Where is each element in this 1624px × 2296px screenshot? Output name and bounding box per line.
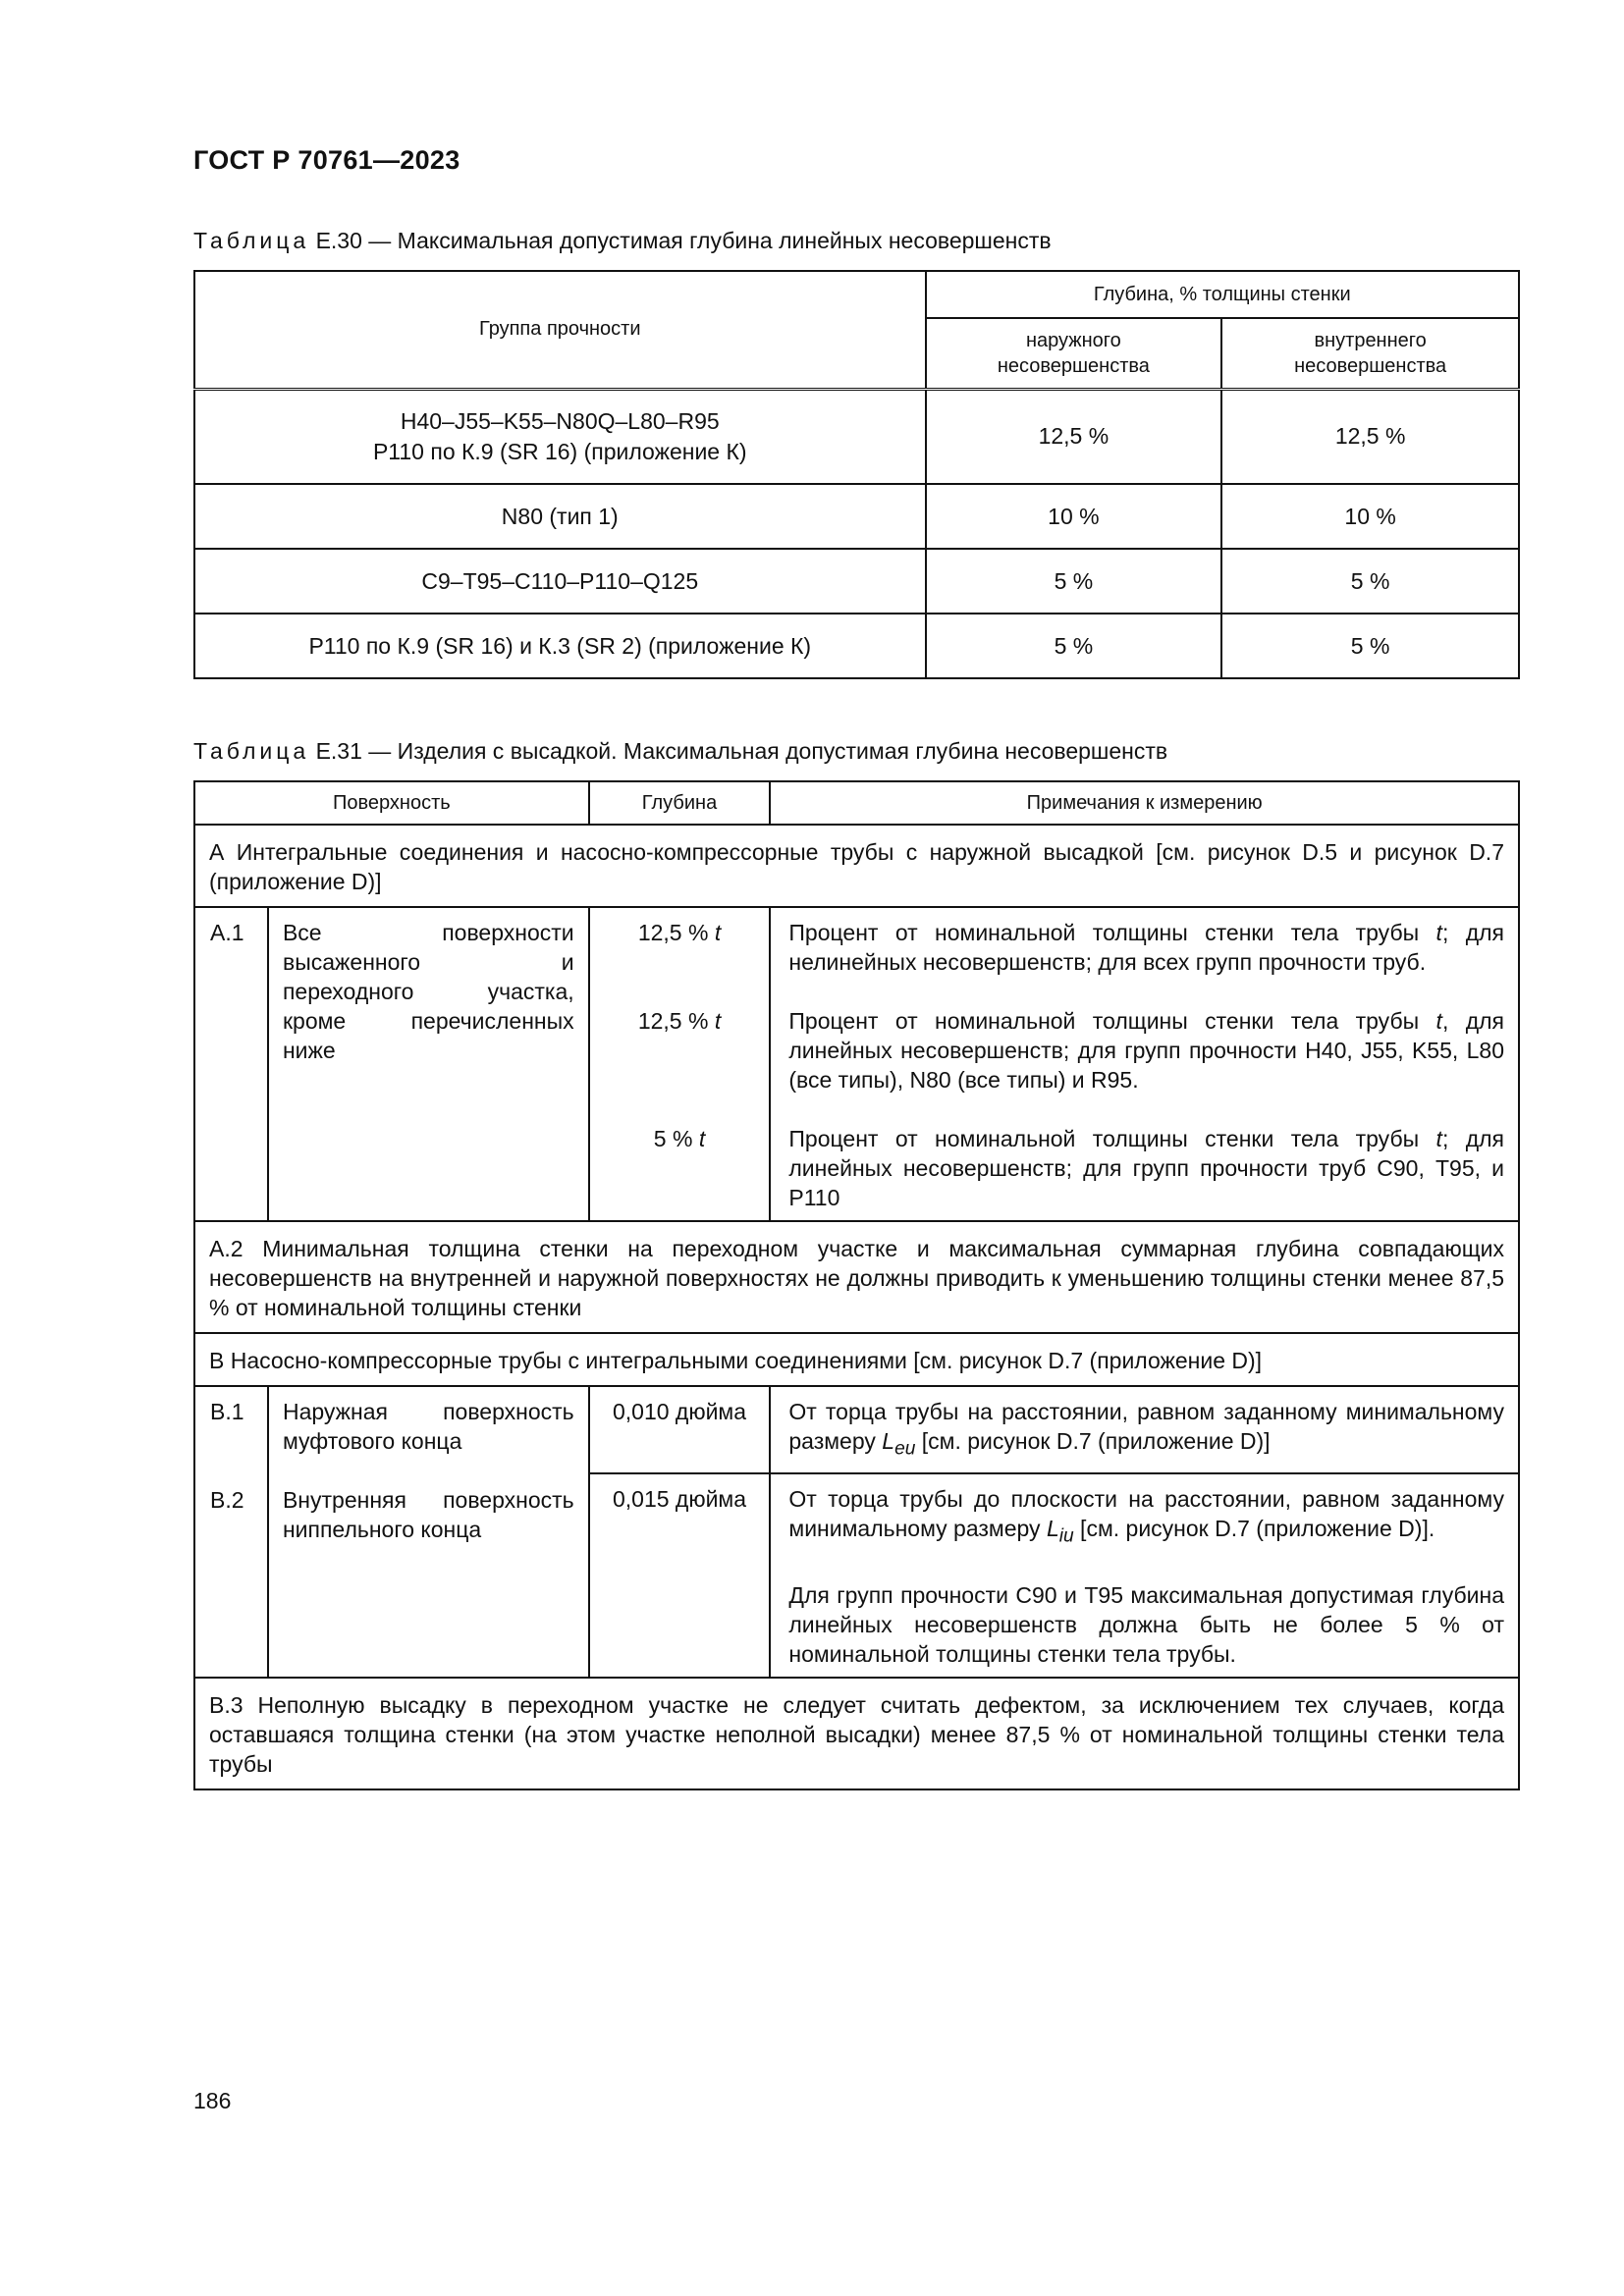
col-header-depth: Глубина [589, 781, 771, 825]
surface-b1: Наружная поверхность муфтового конца [282, 1399, 574, 1454]
note-text: , для линейных несовершенств; для групп прочности H40, J55, K55, L80 (все типы), N80 (все типы) и R95. [788, 1008, 1505, 1093]
note-variable: t [1435, 920, 1442, 945]
row-code-b2: В.2 [210, 1487, 244, 1513]
table-e31-caption-prefix: Таблица [193, 738, 310, 764]
strength-group-line: P110 по К.9 (SR 16) (приложение К) [372, 438, 747, 464]
surface-cell: Все поверхности высаженного и переходного участка, кроме перечисленных ниже [268, 907, 589, 1221]
note-text: От торца трубы на расстоянии, равном заданному минимальному размеру [788, 1399, 1504, 1454]
depth-value: 12,5 % [637, 920, 709, 945]
outer-depth-cell: 5 % [926, 549, 1222, 614]
note-item [788, 1006, 1504, 1095]
col-header-outer [926, 318, 1222, 389]
depth-variable: t [714, 1008, 722, 1034]
row-code-b [194, 1386, 268, 1678]
note-item [788, 1124, 1504, 1212]
depth-value: 12,5 % [637, 1008, 709, 1034]
note-text: ; для линейных несовершенств; для групп прочности труб С90, Т95, и Р110 [788, 1126, 1505, 1210]
notes-cell [770, 1473, 1519, 1679]
note-text: ; для нелинейных несовершенств; для всех групп прочности труб. [788, 920, 1505, 975]
document-header: ГОСТ Р 70761—2023 [193, 145, 460, 175]
depth-item [594, 1006, 766, 1124]
depth-value: 5 % [653, 1126, 693, 1151]
note-text: [см. рисунок D.7 (приложение D)]. [1073, 1515, 1435, 1541]
table-row [194, 825, 1519, 907]
col-header-depth: Глубина, % толщины стенки [926, 271, 1519, 318]
depth-variable: t [714, 920, 722, 945]
table-e30-caption-prefix: Таблица [193, 228, 310, 253]
note-item [788, 1484, 1504, 1552]
row-code-a1: А.1 [194, 907, 268, 1221]
strength-group-cell: N80 (тип 1) [194, 484, 926, 549]
col-header-surface: Поверхность [194, 781, 589, 825]
strength-group-cell [194, 389, 926, 484]
depth-item [594, 918, 766, 1006]
note-variable: t [1435, 1008, 1442, 1034]
note-variable: L [882, 1428, 895, 1454]
col-header-inner [1221, 318, 1519, 389]
depth-item [594, 1124, 766, 1153]
note-variable: L [1046, 1515, 1059, 1541]
col-header-outer-text: наружного несовершенства [997, 329, 1150, 377]
outer-depth-cell: 5 % [926, 614, 1222, 678]
section-b3-note: В.3 Неполную высадку в переходном участке не следует считать дефектом, за исключением тех случаев, когда оставшаяся толщина стенки (на этом участке неполной высадки) менее 87,5 % от номинальной толщины стенки тела трубы [194, 1678, 1519, 1789]
surface-cell [268, 1386, 589, 1678]
note-subscript: iu [1058, 1525, 1074, 1547]
table-e30-caption-text: Е.30 — Максимальная допустимая глубина линейных несовершенств [315, 228, 1052, 253]
note-subscript: eu [894, 1438, 916, 1460]
table-row [194, 1333, 1519, 1386]
strength-group-line: H40–J55–K55–N80Q–L80–R95 [400, 407, 720, 434]
inner-depth-cell: 10 % [1221, 484, 1519, 549]
table-e31-caption-text: Е.31 — Изделия с высадкой. Максимальная допустимая глубина несовершенств [315, 738, 1168, 764]
col-header-strength-group: Группа прочности [194, 271, 926, 389]
strength-group-cell: Р110 по К.9 (SR 16) и К.3 (SR 2) (приложение К) [194, 614, 926, 678]
note-text: От торца трубы до плоскости на расстоянии, равном заданному минимальному размеру [788, 1485, 1504, 1541]
table-e31-caption [193, 738, 1167, 765]
table-row [194, 484, 1519, 549]
depth-variable: t [698, 1126, 706, 1151]
notes-cell [770, 907, 1519, 1221]
table-row [194, 549, 1519, 614]
table-row [194, 1386, 1519, 1473]
surface-b2: Внутренняя поверхность ниппельного конца [282, 1487, 574, 1542]
depth-cell: 0,010 дюйма [589, 1386, 771, 1473]
outer-depth-cell: 12,5 % [926, 389, 1222, 484]
note-text: Процент от номинальной толщины стенки тела трубы [788, 1008, 1420, 1034]
note-text: [см. рисунок D.7 (приложение D)] [915, 1428, 1271, 1454]
inner-depth-cell: 12,5 % [1221, 389, 1519, 484]
inner-depth-cell: 5 % [1221, 549, 1519, 614]
table-e31 [193, 780, 1520, 1790]
note-item: Для групп прочности С90 и Т95 максимальная допустимая глубина линейных несовершенств должна быть не более 5 % от номинальной толщины стенки тела трубы. [788, 1582, 1504, 1668]
table-e30-caption [193, 228, 1052, 254]
section-b-heading: В Насосно-компрессорные трубы с интегральными соединениями [см. рисунок D.7 (приложение D)] [194, 1333, 1519, 1386]
depth-cell: 0,015 дюйма [589, 1473, 771, 1679]
col-header-notes: Примечания к измерению [770, 781, 1519, 825]
outer-depth-cell: 10 % [926, 484, 1222, 549]
table-e30 [193, 270, 1520, 679]
inner-depth-cell: 5 % [1221, 614, 1519, 678]
table-row [194, 1221, 1519, 1333]
note-variable: t [1435, 1126, 1442, 1151]
note-text: Процент от номинальной толщины стенки тела трубы [788, 920, 1420, 945]
notes-cell [770, 1386, 1519, 1473]
col-header-inner-text: внутреннего несовершенства [1294, 329, 1447, 377]
table-row [194, 1678, 1519, 1789]
strength-group-cell: С9–Т95–С110–Р110–Q125 [194, 549, 926, 614]
page-number: 186 [193, 2088, 232, 2113]
note-text: Процент от номинальной толщины стенки тела трубы [788, 1126, 1420, 1151]
table-row [194, 907, 1519, 1221]
note-item [788, 918, 1504, 977]
table-row [194, 614, 1519, 678]
table-row [194, 389, 1519, 484]
section-a2-note: А.2 Минимальная толщина стенки на переходном участке и максимальная суммарная глубина совпадающих несовершенств на внутренней и наружной поверхностях не должны приводить к уменьшению толщины стенки менее 87,5 % от номинальной толщины стенки [194, 1221, 1519, 1333]
depth-cell [589, 907, 771, 1221]
section-a-heading: А Интегральные соединения и насосно-компрессорные трубы с наружной высадкой [см. рисунок D.5 и рисунок D.7 (приложение D)] [194, 825, 1519, 907]
row-code-b1: В.1 [210, 1399, 244, 1424]
